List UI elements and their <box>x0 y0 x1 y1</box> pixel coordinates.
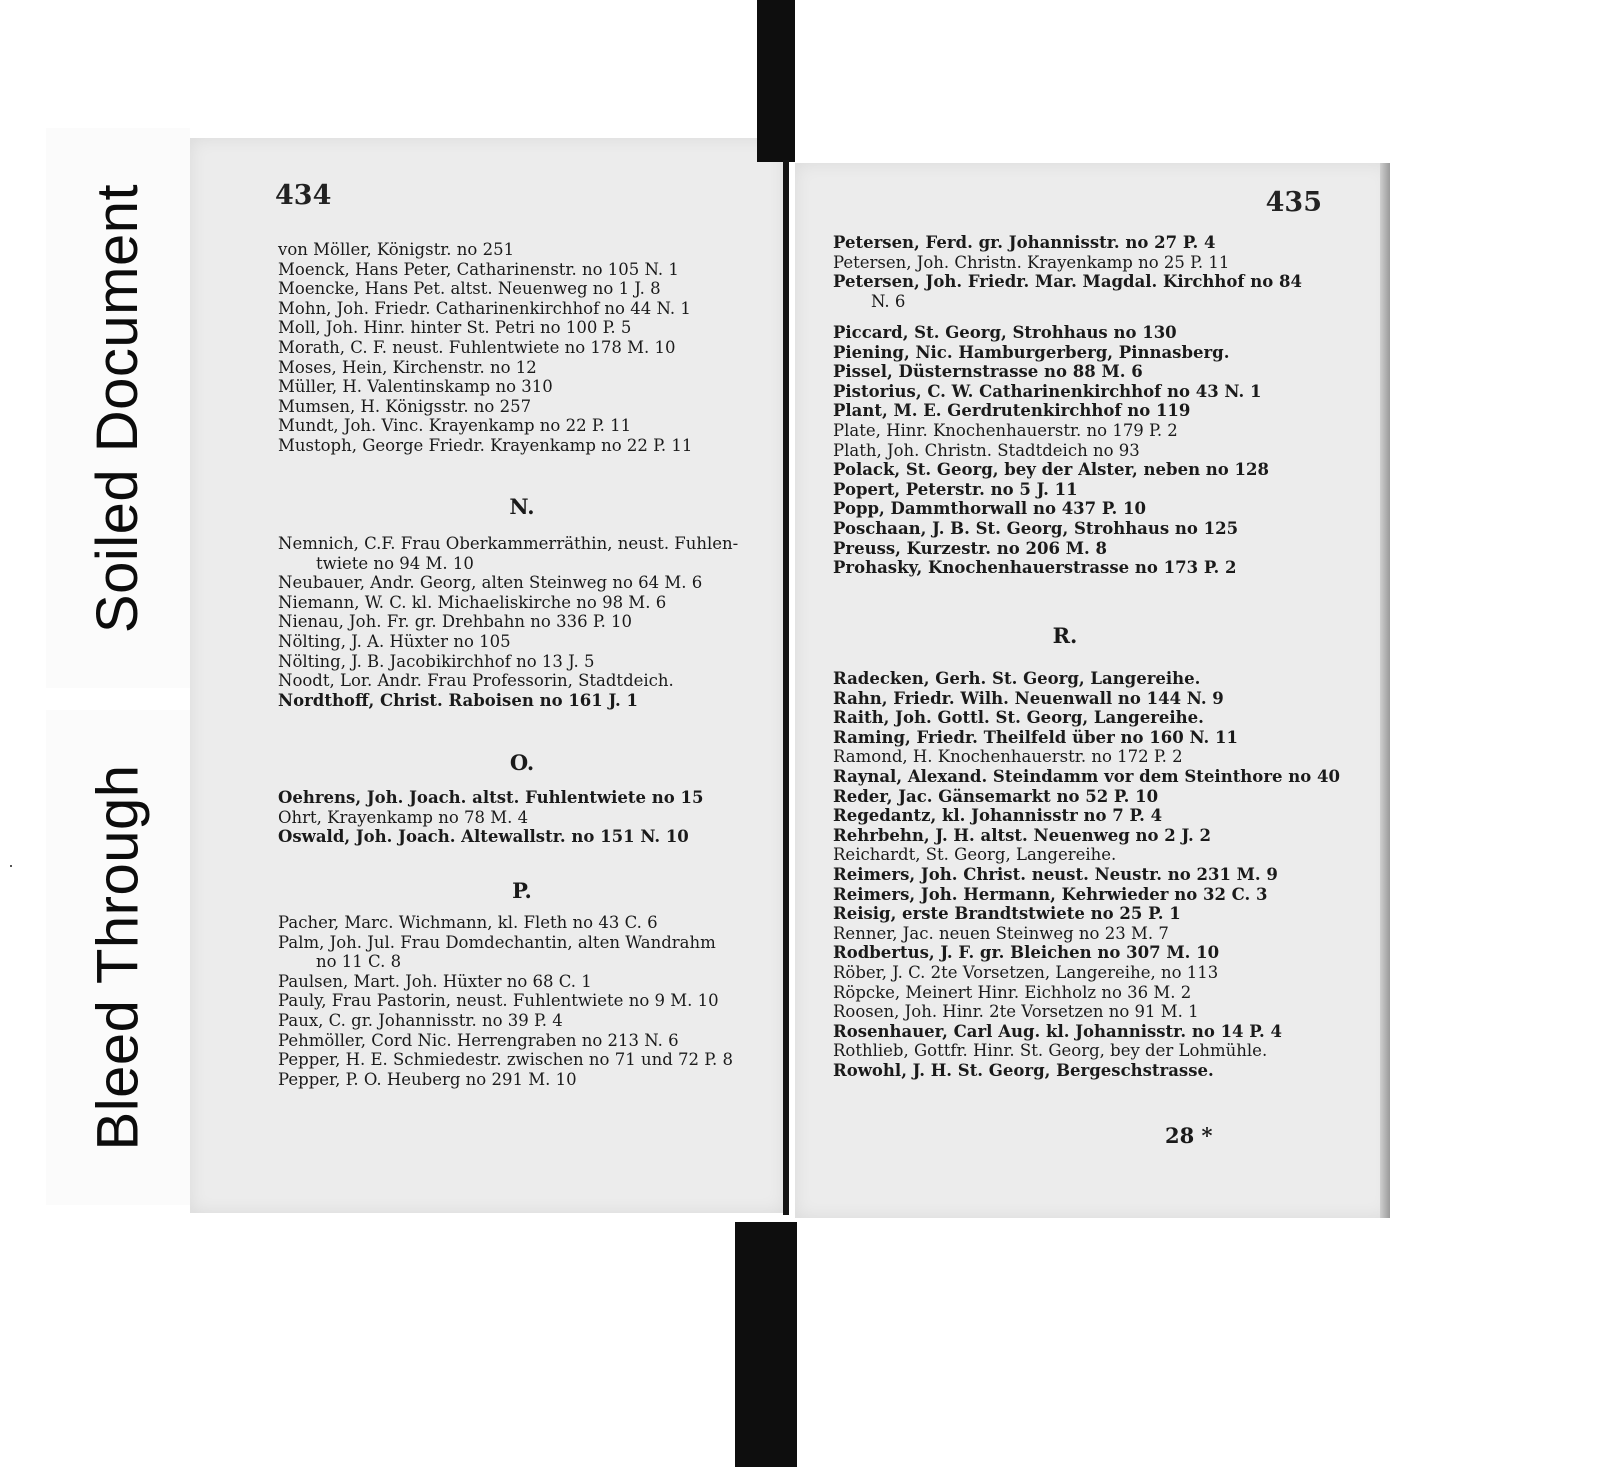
entry: Mustoph, George Friedr. Krayenkamp no 22 P. 11 <box>278 435 693 455</box>
left-entries-o <box>278 788 704 847</box>
entry: Raynal, Alexand. Steindamm vor dem Steinthore no 40 <box>833 766 1340 786</box>
entry: Rehrbehn, J. H. altst. Neuenweg no 2 J. 2 <box>833 825 1212 845</box>
left-entries-p <box>278 913 733 1089</box>
entry: Paulsen, Mart. Joh. Hüxter no 68 C. 1 <box>278 971 592 991</box>
entry: Neubauer, Andr. Georg, alten Steinweg no 64 M. 6 <box>278 573 703 593</box>
entry-continuation: no 11 C. 8 <box>316 952 402 972</box>
label-bleed-text: Bleed Through <box>85 764 151 1151</box>
entry: Moencke, Hans Pet. altst. Neuenweg no 1 J. 8 <box>278 279 661 299</box>
right-entries-p2 <box>833 323 1269 578</box>
entry: Prohasky, Knochenhauerstrasse no 173 P. 2 <box>833 558 1237 578</box>
entry: Pepper, H. E. Schmiedestr. zwischen no 71 und 72 P. 8 <box>278 1050 733 1070</box>
entry: Popert, Peterstr. no 5 J. 11 <box>833 479 1078 499</box>
signature-mark: 28 * <box>1165 1123 1213 1148</box>
entry: Polack, St. Georg, bey der Alster, neben no 128 <box>833 460 1269 480</box>
section-heading-n: N. <box>509 494 535 519</box>
label-bleed-through <box>46 710 190 1205</box>
entry: Rosenhauer, Carl Aug. kl. Johannisstr. no 14 P. 4 <box>833 1021 1282 1041</box>
label-soiled-text: Soiled Document <box>85 183 151 633</box>
entry: Reimers, Joh. Christ. neust. Neustr. no 231 M. 9 <box>833 864 1278 884</box>
entry: Rahn, Friedr. Wilh. Neuenwall no 144 N. 9 <box>833 688 1224 708</box>
speck <box>10 865 12 867</box>
entry: Niemann, W. C. kl. Michaeliskirche no 98 M. 6 <box>278 592 667 612</box>
entry: Pehmöller, Cord Nic. Herrengraben no 213 N. 6 <box>278 1030 679 1050</box>
entry: Regedantz, kl. Johannisstr no 7 P. 4 <box>833 806 1163 826</box>
entry: Nölting, J. A. Hüxter no 105 <box>278 631 511 651</box>
entry: Röber, J. C. 2te Vorsetzen, Langereihe, no 113 <box>833 962 1219 982</box>
right-page <box>795 163 1390 1218</box>
label-soiled-document <box>46 128 190 688</box>
entry: Paux, C. gr. Johannisstr. no 39 P. 4 <box>278 1010 563 1030</box>
entry: Müller, H. Valentinskamp no 310 <box>278 377 553 397</box>
entry: Renner, Jac. neuen Steinweg no 23 M. 7 <box>833 923 1169 943</box>
entry: Nemnich, C.F. Frau Oberkammerräthin, neust. Fuhlen- <box>278 534 739 553</box>
left-entries-n <box>278 534 738 710</box>
entry: Piening, Nic. Hamburgerberg, Pinnasberg. <box>833 342 1230 362</box>
entry: Noodt, Lor. Andr. Frau Professorin, Stadtdeich. <box>278 671 674 691</box>
entry: Moses, Hein, Kirchenstr. no 12 <box>278 357 537 377</box>
entry: Plath, Joh. Christn. Stadtdeich no 93 <box>833 440 1140 460</box>
entry: Nölting, J. B. Jacobikirchhof no 13 J. 5 <box>278 651 595 671</box>
entry: Poschaan, J. B. St. Georg, Strohhaus no 125 <box>833 518 1239 538</box>
entry-continuation: N. 6 <box>871 291 906 311</box>
page-number-left: 434 <box>275 180 332 211</box>
entry: Roosen, Joh. Hinr. 2te Vorsetzen no 91 M. 1 <box>833 1002 1199 1022</box>
entry: Nordthoff, Christ. Raboisen no 161 J. 1 <box>278 690 639 710</box>
entry: Rowohl, J. H. St. Georg, Bergeschstrasse. <box>833 1060 1214 1080</box>
entry: Raming, Friedr. Theilfeld über no 160 N. 11 <box>833 727 1238 747</box>
left-entries-m <box>278 240 692 456</box>
entry: Plant, M. E. Gerdrutenkirchhof no 119 <box>833 401 1191 421</box>
entry: Petersen, Ferd. gr. Johannisstr. no 27 P. 4 <box>833 233 1216 252</box>
entry: Plate, Hinr. Knochenhauerstr. no 179 P. 2 <box>833 420 1178 440</box>
entry: Palm, Joh. Jul. Frau Domdechantin, alten Wandrahm <box>278 932 716 952</box>
binding-gutter <box>783 160 789 1215</box>
entry: Oehrens, Joh. Joach. altst. Fuhlentwiete no 15 <box>278 788 704 807</box>
entry: Reichardt, St. Georg, Langereihe. <box>833 845 1117 865</box>
entry: Mundt, Joh. Vinc. Krayenkamp no 22 P. 11 <box>278 416 632 436</box>
entry: Mumsen, H. Königsstr. no 257 <box>278 396 532 416</box>
entry: Rodbertus, J. F. gr. Bleichen no 307 M. 10 <box>833 943 1220 963</box>
section-heading-o: O. <box>509 750 535 775</box>
entry: Moenck, Hans Peter, Catharinenstr. no 105 N. 1 <box>278 259 679 279</box>
right-entries-r <box>833 669 1340 1080</box>
entry: Moll, Joh. Hinr. hinter St. Petri no 100 P. 5 <box>278 318 632 338</box>
binding-strip-top <box>757 0 795 162</box>
entry: Reimers, Joh. Hermann, Kehrwieder no 32 C. 3 <box>833 884 1268 904</box>
entry-continuation: twiete no 94 M. 10 <box>316 553 474 573</box>
entry: Pistorius, C. W. Catharinenkirchhof no 43 N. 1 <box>833 381 1262 401</box>
entry: Petersen, Joh. Friedr. Mar. Magdal. Kirchhof no 84 <box>833 272 1302 292</box>
entry: Pacher, Marc. Wichmann, kl. Fleth no 43 C. 6 <box>278 913 658 932</box>
entry: Ohrt, Krayenkamp no 78 M. 4 <box>278 807 529 827</box>
entry: Morath, C. F. neust. Fuhlentwiete no 178 M. 10 <box>278 337 676 357</box>
entry: Mohn, Joh. Friedr. Catharinenkirchhof no 44 N. 1 <box>278 298 691 318</box>
entry: Röpcke, Meinert Hinr. Eichholz no 36 M. 2 <box>833 982 1192 1002</box>
entry: Oswald, Joh. Joach. Altewallstr. no 151 N. 10 <box>278 827 689 847</box>
entry: Pauly, Frau Pastorin, neust. Fuhlentwiete no 9 M. 10 <box>278 991 719 1011</box>
entry: Pissel, Düsternstrasse no 88 M. 6 <box>833 362 1143 382</box>
entry: Rothlieb, Gottfr. Hinr. St. Georg, bey der Lohmühle. <box>833 1041 1268 1061</box>
entry: von Möller, Königstr. no 251 <box>278 240 515 259</box>
entry: Radecken, Gerh. St. Georg, Langereihe. <box>833 669 1201 688</box>
section-heading-p: P. <box>512 878 532 903</box>
page-number-right: 435 <box>1265 187 1322 218</box>
entry: Nienau, Joh. Fr. gr. Drehbahn no 336 P. 10 <box>278 612 633 632</box>
entry: Petersen, Joh. Christn. Krayenkamp no 25 P. 11 <box>833 252 1230 272</box>
entry: Reder, Jac. Gänsemarkt no 52 P. 10 <box>833 786 1159 806</box>
entry: Pepper, P. O. Heuberg no 291 M. 10 <box>278 1069 577 1089</box>
entry: Popp, Dammthorwall no 437 P. 10 <box>833 499 1147 519</box>
entry: Preuss, Kurzestr. no 206 M. 8 <box>833 538 1107 558</box>
binding-strip-bottom <box>735 1222 797 1467</box>
left-page <box>190 138 785 1213</box>
entry: Raith, Joh. Gottl. St. Georg, Langereihe. <box>833 708 1204 728</box>
right-entries-p <box>833 233 1302 311</box>
entry: Reisig, erste Brandtstwiete no 25 P. 1 <box>833 904 1181 924</box>
entry: Piccard, St. Georg, Strohhaus no 130 <box>833 323 1177 342</box>
entry: Ramond, H. Knochenhauerstr. no 172 P. 2 <box>833 747 1183 767</box>
section-heading-r: R. <box>1052 623 1078 648</box>
